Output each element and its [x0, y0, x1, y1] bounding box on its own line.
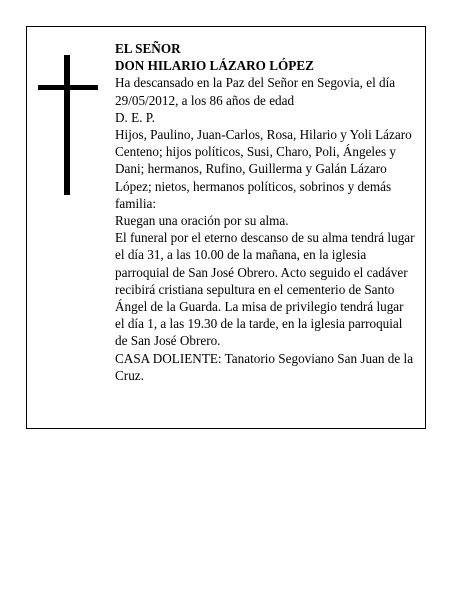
funeral-details: El funeral por el eterno descanso de su alma tendrá lugar el día 31, a las 10.00 de la mañana, en la iglesia parroquial de San José Obrero. Acto seguido el cadáver recibirá cristiana sepultura en el cementerio de Santo Ángel de la Guarda. La misa de privilegio tendrá lugar el día 1, a las 19.30 de la tarde, en la iglesia parroquial de San José Obrero. [115, 230, 415, 349]
mourning-house: CASA DOLIENTE: Tanatorio Segoviano San Juan de la Cruz. [115, 350, 414, 383]
deceased-name: DON HILARIO LÁZARO LÓPEZ [115, 58, 314, 74]
dep-abbreviation: D. E. P. [115, 109, 155, 125]
family-list: Hijos, Paulino, Juan-Carlos, Rosa, Hilario y Yoli Lázaro Centeno; hijos políticos, Susi, Charo, Poli, Ángeles y Dani; hermanos, Rufino, Guillerma y Galán Lázaro López; nietos, hermanos políticos, sobrinos y demás familia: [115, 127, 412, 211]
cross-horizontal-bar [38, 85, 98, 90]
title-line-1: EL SEÑOR [115, 41, 181, 56]
obituary-text [115, 40, 415, 384]
death-statement: Ha descansado en la Paz del Señor en Segovia, el día 29/05/2012, a los 86 años de edad [115, 75, 396, 108]
prayer-request: Ruegan una oración por su alma. [115, 213, 289, 229]
cross-vertical-bar [64, 55, 70, 195]
